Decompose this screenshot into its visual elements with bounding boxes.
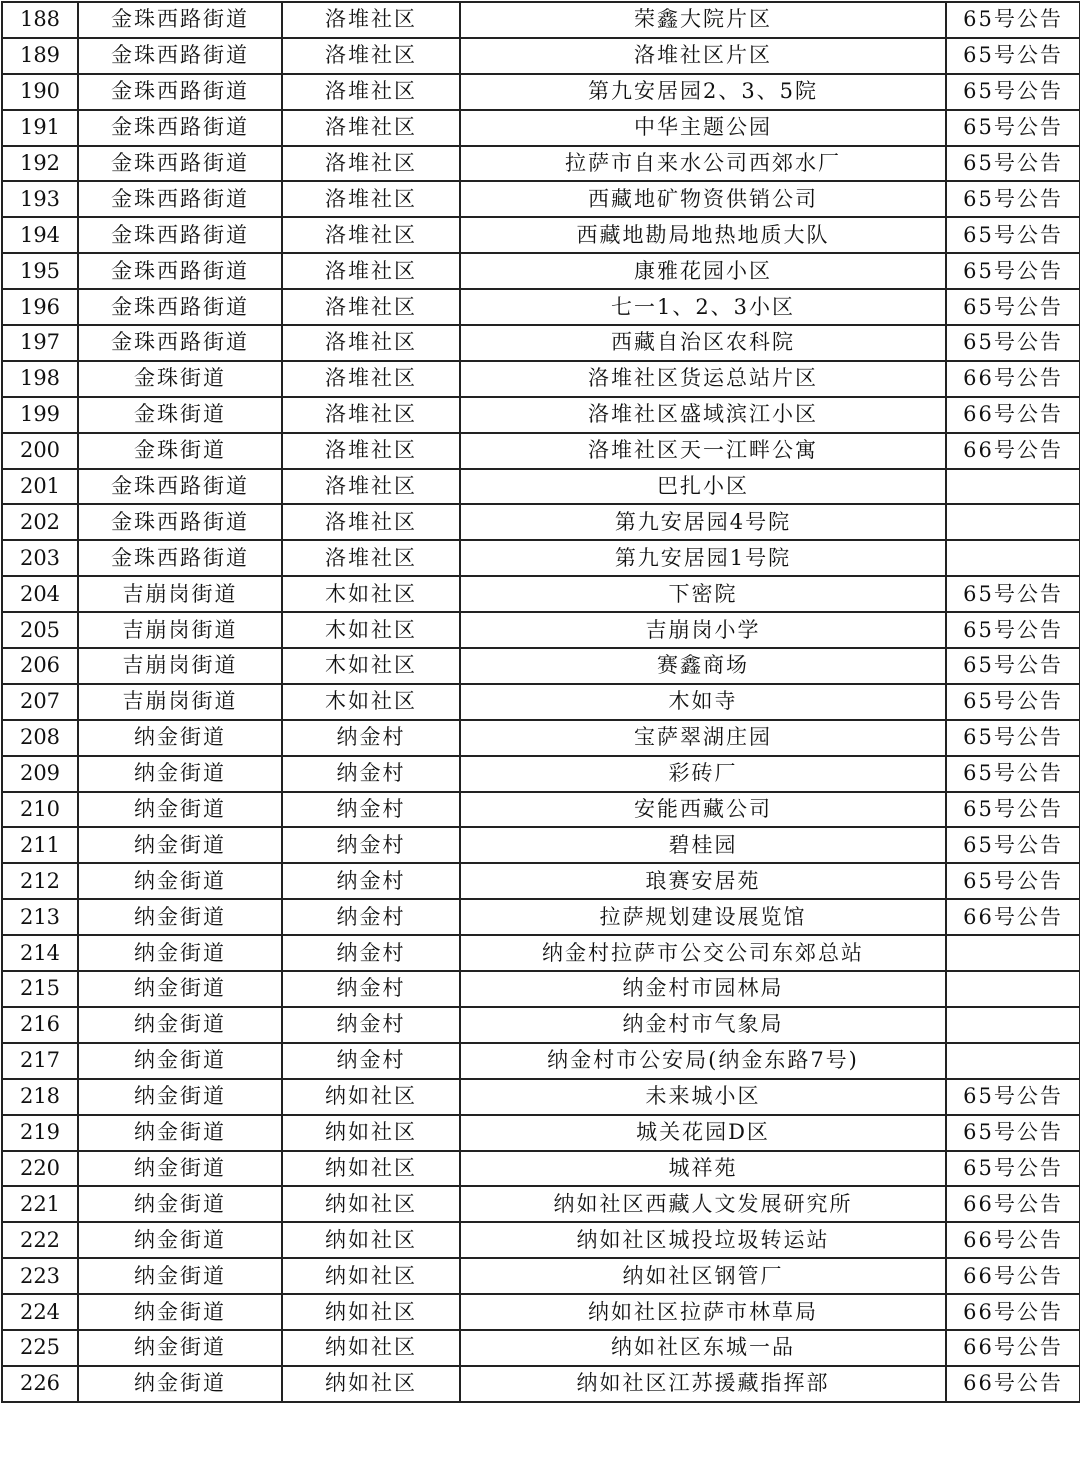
row-number-cell: 211 <box>2 827 78 863</box>
table-row <box>2 397 1080 433</box>
row-number-cell: 205 <box>2 612 78 648</box>
community-cell: 纳金村 <box>282 1007 460 1043</box>
table-row <box>2 1043 1080 1079</box>
area-cell: 纳金村拉萨市公交公司东郊总站 <box>460 935 946 971</box>
notice-cell: 65号公告 <box>946 827 1080 863</box>
community-cell: 木如社区 <box>282 612 460 648</box>
table-row <box>2 469 1080 505</box>
notice-cell: 66号公告 <box>946 433 1080 469</box>
street-cell: 金珠西路街道 <box>78 38 282 74</box>
table-row <box>2 863 1080 899</box>
row-number-cell: 200 <box>2 433 78 469</box>
table-row <box>2 74 1080 110</box>
notice-cell: 65号公告 <box>946 756 1080 792</box>
community-cell: 纳如社区 <box>282 1258 460 1294</box>
table-row <box>2 2 1080 38</box>
table-row <box>2 1366 1080 1402</box>
community-cell: 洛堆社区 <box>282 361 460 397</box>
community-cell: 木如社区 <box>282 576 460 612</box>
row-number-cell: 194 <box>2 217 78 253</box>
row-number-cell: 206 <box>2 648 78 684</box>
area-cell: 纳如社区钢管厂 <box>460 1258 946 1294</box>
street-cell: 纳金街道 <box>78 1115 282 1151</box>
street-cell: 吉崩岗街道 <box>78 576 282 612</box>
row-number-cell: 193 <box>2 181 78 217</box>
street-cell: 纳金街道 <box>78 1222 282 1258</box>
table-body <box>2 2 1080 1402</box>
table-row <box>2 792 1080 828</box>
street-cell: 金珠西路街道 <box>78 2 282 38</box>
community-cell: 纳如社区 <box>282 1115 460 1151</box>
notice-cell: 65号公告 <box>946 720 1080 756</box>
area-cell: 洛堆社区盛域滨江小区 <box>460 397 946 433</box>
community-cell: 洛堆社区 <box>282 38 460 74</box>
table-row <box>2 899 1080 935</box>
table-row <box>2 504 1080 540</box>
community-cell: 洛堆社区 <box>282 181 460 217</box>
street-cell: 金珠西路街道 <box>78 325 282 361</box>
table-row <box>2 827 1080 863</box>
area-cell: 宝萨翠湖庄园 <box>460 720 946 756</box>
area-cell: 城祥苑 <box>460 1151 946 1187</box>
table-row <box>2 361 1080 397</box>
row-number-cell: 201 <box>2 469 78 505</box>
area-cell: 巴扎小区 <box>460 469 946 505</box>
area-cell: 彩砖厂 <box>460 756 946 792</box>
row-number-cell: 212 <box>2 863 78 899</box>
community-cell: 纳如社区 <box>282 1222 460 1258</box>
row-number-cell: 214 <box>2 935 78 971</box>
street-cell: 纳金街道 <box>78 899 282 935</box>
table-row <box>2 1258 1080 1294</box>
table-row <box>2 756 1080 792</box>
row-number-cell: 209 <box>2 756 78 792</box>
notice-cell: 65号公告 <box>946 576 1080 612</box>
notice-cell: 65号公告 <box>946 863 1080 899</box>
table-row <box>2 935 1080 971</box>
area-cell: 下密院 <box>460 576 946 612</box>
street-cell: 金珠西路街道 <box>78 146 282 182</box>
community-cell: 洛堆社区 <box>282 253 460 289</box>
community-cell: 纳金村 <box>282 720 460 756</box>
area-cell: 未来城小区 <box>460 1079 946 1115</box>
row-number-cell: 219 <box>2 1115 78 1151</box>
notice-cell: 65号公告 <box>946 648 1080 684</box>
community-cell: 纳金村 <box>282 935 460 971</box>
notice-cell: 66号公告 <box>946 1222 1080 1258</box>
table-row <box>2 1222 1080 1258</box>
area-list-table <box>1 1 1080 1403</box>
street-cell: 纳金街道 <box>78 1079 282 1115</box>
row-number-cell: 218 <box>2 1079 78 1115</box>
row-number-cell: 215 <box>2 971 78 1007</box>
row-number-cell: 192 <box>2 146 78 182</box>
notice-cell: 65号公告 <box>946 146 1080 182</box>
notice-cell: 66号公告 <box>946 397 1080 433</box>
area-cell: 拉萨市自来水公司西郊水厂 <box>460 146 946 182</box>
street-cell: 纳金街道 <box>78 863 282 899</box>
street-cell: 金珠西路街道 <box>78 469 282 505</box>
table-row <box>2 110 1080 146</box>
area-cell: 纳如社区城投垃圾转运站 <box>460 1222 946 1258</box>
table-row <box>2 971 1080 1007</box>
row-number-cell: 189 <box>2 38 78 74</box>
area-cell: 第九安居园2、3、5院 <box>460 74 946 110</box>
table-row <box>2 1079 1080 1115</box>
area-cell: 西藏地勘局地热地质大队 <box>460 217 946 253</box>
notice-cell <box>946 469 1080 505</box>
community-cell: 洛堆社区 <box>282 325 460 361</box>
row-number-cell: 213 <box>2 899 78 935</box>
community-cell: 洛堆社区 <box>282 217 460 253</box>
notice-cell: 66号公告 <box>946 361 1080 397</box>
area-cell: 纳如社区江苏援藏指挥部 <box>460 1366 946 1402</box>
area-cell: 赛鑫商场 <box>460 648 946 684</box>
row-number-cell: 217 <box>2 1043 78 1079</box>
area-cell: 西藏地矿物资供销公司 <box>460 181 946 217</box>
street-cell: 金珠西路街道 <box>78 504 282 540</box>
notice-cell: 66号公告 <box>946 1294 1080 1330</box>
notice-cell <box>946 1007 1080 1043</box>
street-cell: 纳金街道 <box>78 1330 282 1366</box>
street-cell: 金珠街道 <box>78 397 282 433</box>
notice-cell <box>946 540 1080 576</box>
street-cell: 金珠西路街道 <box>78 253 282 289</box>
row-number-cell: 196 <box>2 289 78 325</box>
area-cell: 西藏自治区农科院 <box>460 325 946 361</box>
notice-cell: 65号公告 <box>946 792 1080 828</box>
area-cell: 第九安居园1号院 <box>460 540 946 576</box>
row-number-cell: 216 <box>2 1007 78 1043</box>
community-cell: 纳金村 <box>282 1043 460 1079</box>
street-cell: 金珠西路街道 <box>78 110 282 146</box>
area-cell: 拉萨规划建设展览馆 <box>460 899 946 935</box>
row-number-cell: 197 <box>2 325 78 361</box>
community-cell: 洛堆社区 <box>282 504 460 540</box>
notice-cell: 66号公告 <box>946 1186 1080 1222</box>
street-cell: 纳金街道 <box>78 1366 282 1402</box>
community-cell: 洛堆社区 <box>282 397 460 433</box>
notice-cell: 65号公告 <box>946 110 1080 146</box>
notice-cell <box>946 971 1080 1007</box>
row-number-cell: 224 <box>2 1294 78 1330</box>
notice-cell: 65号公告 <box>946 74 1080 110</box>
street-cell: 吉崩岗街道 <box>78 648 282 684</box>
street-cell: 纳金街道 <box>78 720 282 756</box>
row-number-cell: 222 <box>2 1222 78 1258</box>
community-cell: 洛堆社区 <box>282 469 460 505</box>
community-cell: 洛堆社区 <box>282 433 460 469</box>
community-cell: 纳如社区 <box>282 1186 460 1222</box>
street-cell: 纳金街道 <box>78 1151 282 1187</box>
table-row <box>2 289 1080 325</box>
street-cell: 吉崩岗街道 <box>78 612 282 648</box>
notice-cell <box>946 935 1080 971</box>
table-row <box>2 1151 1080 1187</box>
table-row <box>2 540 1080 576</box>
community-cell: 木如社区 <box>282 684 460 720</box>
notice-cell: 65号公告 <box>946 684 1080 720</box>
area-cell: 纳金村市园林局 <box>460 971 946 1007</box>
row-number-cell: 202 <box>2 504 78 540</box>
community-cell: 纳如社区 <box>282 1366 460 1402</box>
community-cell: 纳金村 <box>282 971 460 1007</box>
table-row <box>2 1007 1080 1043</box>
table-row <box>2 217 1080 253</box>
community-cell: 纳如社区 <box>282 1294 460 1330</box>
table-row <box>2 1294 1080 1330</box>
area-cell: 荣鑫大院片区 <box>460 2 946 38</box>
table-row <box>2 576 1080 612</box>
street-cell: 纳金街道 <box>78 1258 282 1294</box>
table-row <box>2 146 1080 182</box>
community-cell: 洛堆社区 <box>282 74 460 110</box>
notice-cell: 66号公告 <box>946 1258 1080 1294</box>
notice-cell: 65号公告 <box>946 38 1080 74</box>
table-row <box>2 181 1080 217</box>
street-cell: 金珠西路街道 <box>78 181 282 217</box>
row-number-cell: 208 <box>2 720 78 756</box>
community-cell: 纳如社区 <box>282 1330 460 1366</box>
row-number-cell: 198 <box>2 361 78 397</box>
street-cell: 金珠街道 <box>78 361 282 397</box>
street-cell: 纳金街道 <box>78 1186 282 1222</box>
community-cell: 纳金村 <box>282 899 460 935</box>
row-number-cell: 221 <box>2 1186 78 1222</box>
street-cell: 吉崩岗街道 <box>78 684 282 720</box>
community-cell: 洛堆社区 <box>282 289 460 325</box>
notice-cell: 66号公告 <box>946 1330 1080 1366</box>
row-number-cell: 190 <box>2 74 78 110</box>
area-cell: 纳金村市公安局(纳金东路7号) <box>460 1043 946 1079</box>
area-cell: 碧桂园 <box>460 827 946 863</box>
row-number-cell: 195 <box>2 253 78 289</box>
community-cell: 木如社区 <box>282 648 460 684</box>
street-cell: 纳金街道 <box>78 792 282 828</box>
table-row <box>2 325 1080 361</box>
community-cell: 纳金村 <box>282 792 460 828</box>
notice-cell: 65号公告 <box>946 1115 1080 1151</box>
notice-cell <box>946 504 1080 540</box>
street-cell: 金珠西路街道 <box>78 217 282 253</box>
table-row <box>2 1330 1080 1366</box>
table-row <box>2 1186 1080 1222</box>
street-cell: 纳金街道 <box>78 1043 282 1079</box>
area-cell: 城关花园D区 <box>460 1115 946 1151</box>
area-cell: 洛堆社区货运总站片区 <box>460 361 946 397</box>
notice-cell: 65号公告 <box>946 612 1080 648</box>
row-number-cell: 204 <box>2 576 78 612</box>
area-cell: 木如寺 <box>460 684 946 720</box>
table-row <box>2 38 1080 74</box>
row-number-cell: 203 <box>2 540 78 576</box>
area-cell: 纳如社区拉萨市林草局 <box>460 1294 946 1330</box>
area-cell: 吉崩岗小学 <box>460 612 946 648</box>
community-cell: 洛堆社区 <box>282 146 460 182</box>
area-cell: 洛堆社区天一江畔公寓 <box>460 433 946 469</box>
table-row <box>2 433 1080 469</box>
street-cell: 金珠西路街道 <box>78 289 282 325</box>
street-cell: 金珠街道 <box>78 433 282 469</box>
notice-cell: 65号公告 <box>946 325 1080 361</box>
notice-cell: 65号公告 <box>946 253 1080 289</box>
table-row <box>2 253 1080 289</box>
row-number-cell: 223 <box>2 1258 78 1294</box>
street-cell: 纳金街道 <box>78 1007 282 1043</box>
table-row <box>2 612 1080 648</box>
area-cell: 中华主题公园 <box>460 110 946 146</box>
table-row <box>2 648 1080 684</box>
area-cell: 纳如社区东城一品 <box>460 1330 946 1366</box>
street-cell: 纳金街道 <box>78 935 282 971</box>
row-number-cell: 199 <box>2 397 78 433</box>
notice-cell <box>946 1043 1080 1079</box>
community-cell: 纳如社区 <box>282 1079 460 1115</box>
table-row <box>2 684 1080 720</box>
row-number-cell: 207 <box>2 684 78 720</box>
street-cell: 纳金街道 <box>78 971 282 1007</box>
community-cell: 洛堆社区 <box>282 540 460 576</box>
community-cell: 纳金村 <box>282 756 460 792</box>
row-number-cell: 188 <box>2 2 78 38</box>
notice-cell: 65号公告 <box>946 1079 1080 1115</box>
street-cell: 金珠西路街道 <box>78 74 282 110</box>
area-cell: 第九安居园4号院 <box>460 504 946 540</box>
community-cell: 洛堆社区 <box>282 110 460 146</box>
area-cell: 琅赛安居苑 <box>460 863 946 899</box>
table-row <box>2 1115 1080 1151</box>
notice-cell: 65号公告 <box>946 289 1080 325</box>
area-cell: 纳如社区西藏人文发展研究所 <box>460 1186 946 1222</box>
area-cell: 洛堆社区片区 <box>460 38 946 74</box>
area-cell: 纳金村市气象局 <box>460 1007 946 1043</box>
notice-cell: 66号公告 <box>946 899 1080 935</box>
row-number-cell: 220 <box>2 1151 78 1187</box>
area-cell: 七一1、2、3小区 <box>460 289 946 325</box>
table-row <box>2 720 1080 756</box>
street-cell: 纳金街道 <box>78 1294 282 1330</box>
community-cell: 纳如社区 <box>282 1151 460 1187</box>
street-cell: 纳金街道 <box>78 756 282 792</box>
street-cell: 纳金街道 <box>78 827 282 863</box>
notice-cell: 66号公告 <box>946 1366 1080 1402</box>
row-number-cell: 225 <box>2 1330 78 1366</box>
notice-cell: 65号公告 <box>946 1151 1080 1187</box>
notice-cell: 65号公告 <box>946 2 1080 38</box>
row-number-cell: 210 <box>2 792 78 828</box>
community-cell: 洛堆社区 <box>282 2 460 38</box>
row-number-cell: 226 <box>2 1366 78 1402</box>
notice-cell: 65号公告 <box>946 217 1080 253</box>
row-number-cell: 191 <box>2 110 78 146</box>
community-cell: 纳金村 <box>282 827 460 863</box>
community-cell: 纳金村 <box>282 863 460 899</box>
area-cell: 安能西藏公司 <box>460 792 946 828</box>
area-cell: 康雅花园小区 <box>460 253 946 289</box>
street-cell: 金珠西路街道 <box>78 540 282 576</box>
notice-cell: 65号公告 <box>946 181 1080 217</box>
